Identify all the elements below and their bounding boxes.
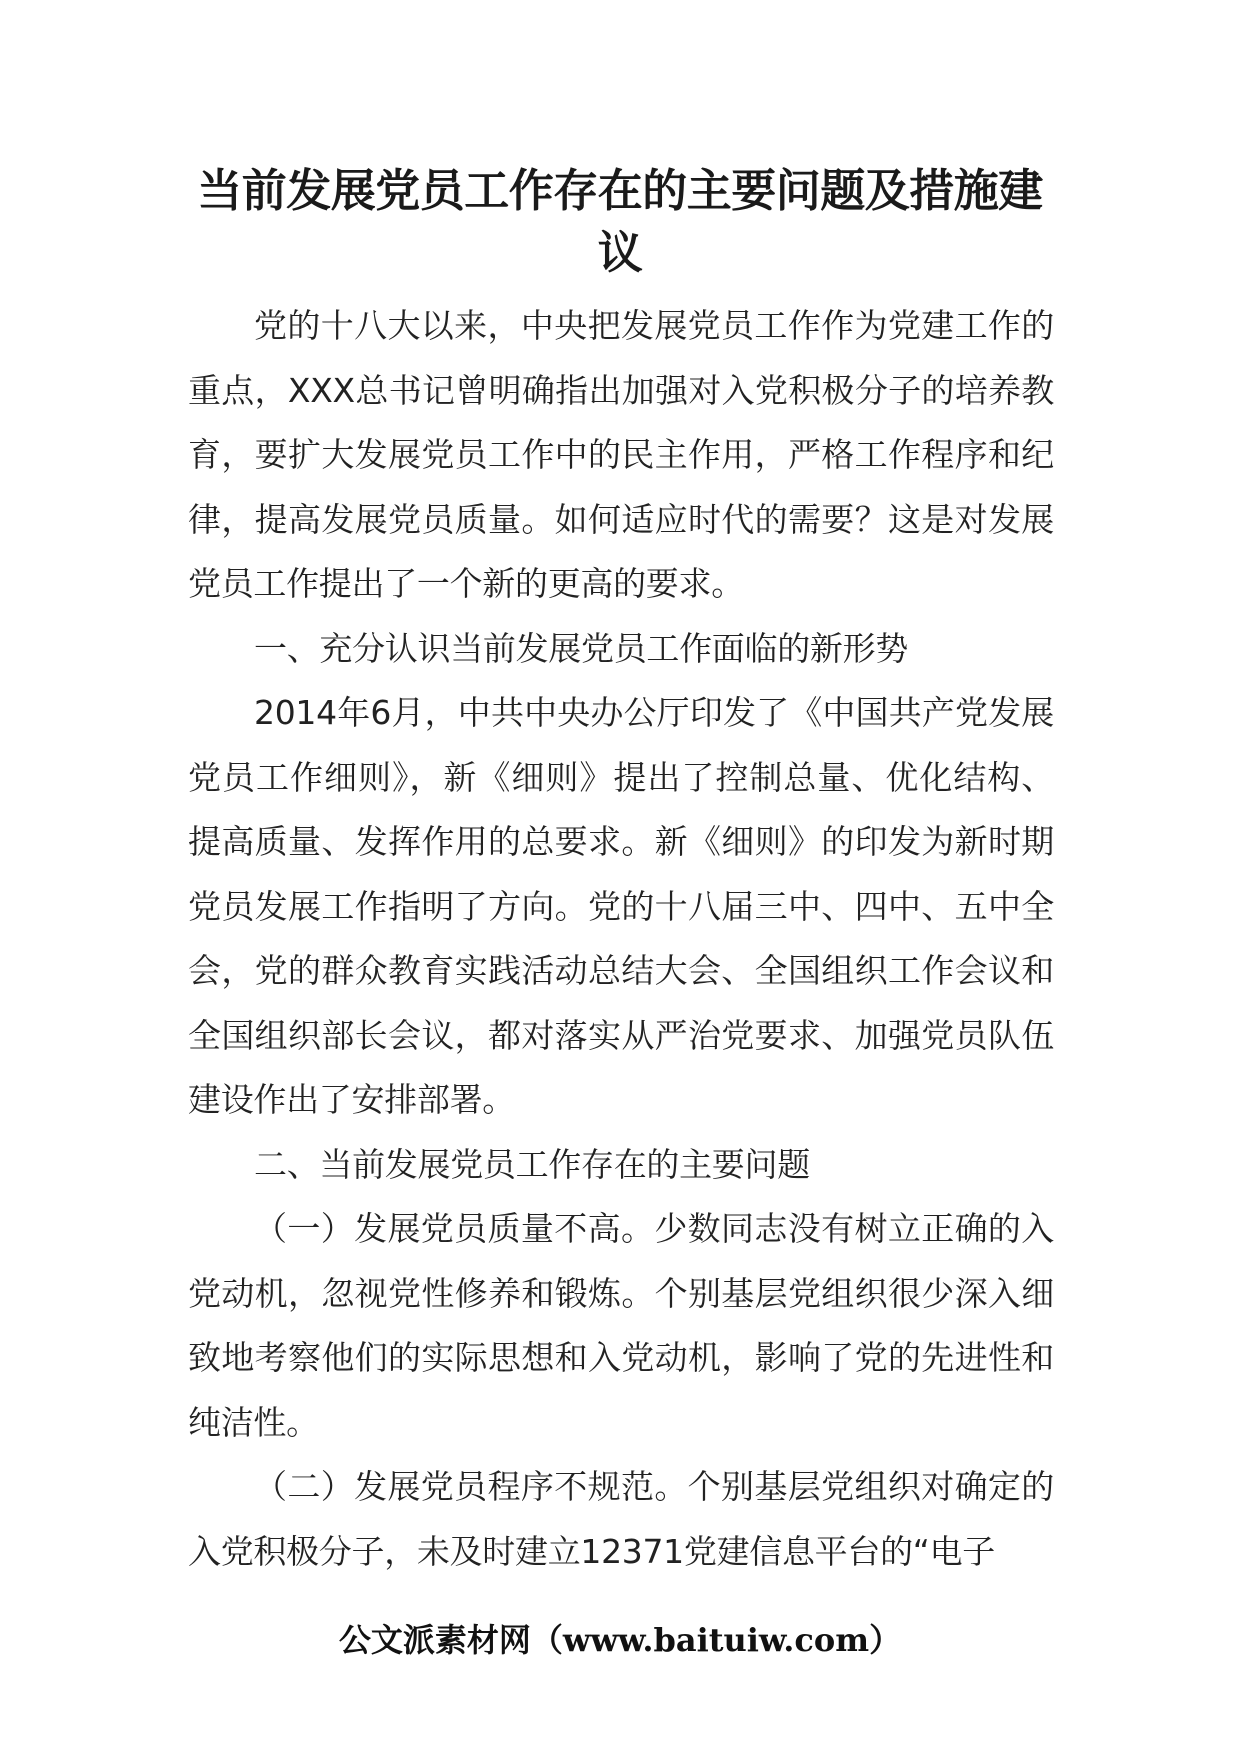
- paragraph-intro: 党的十八大以来，中央把发展党员工作作为党建工作的重点，XXX总书记曾明确指出加强对入党积极分子的培养教育，要扩大发展党员工作中的民主作用，严格工作程序和纪律，提高发展党员质量。如何适应时代的需要？这是对发展党员工作提出了一个新的更高的要求。: [188, 306, 1054, 603]
- section-heading-1: 一、充分认识当前发展党员工作面临的新形势: [254, 628, 909, 668]
- document-title: 当前发展党员工作存在的主要问题及措施建议: [197, 164, 1043, 279]
- document-body: [188, 294, 1054, 1584]
- footer-watermark: 公文派素材网（www.baituiw.com）: [338, 1621, 902, 1659]
- paragraph-new-situation: 2014年6月，中共中央办公厅印发了《中国共产党发展党员工作细则》，新《细则》提出了控制总量、优化结构、提高质量、发挥作用的总要求。新《细则》的印发为新时期党员发展工作指明了方向。党的十八届三中、四中、五中全会，党的群众教育实践活动总结大会、全国组织工作会议和全国组织部长会议，都对落实从严治党要求、加强党员队伍建设作出了安排部署。: [188, 693, 1054, 1119]
- paragraph-problem-2: （二）发展党员程序不规范。个别基层党组织对确定的入党积极分子，未及时建立12371党建信息平台的“电子: [188, 1467, 1054, 1571]
- section-heading-2: 二、当前发展党员工作存在的主要问题: [254, 1144, 810, 1184]
- paragraph-problem-1: （一）发展党员质量不高。少数同志没有树立正确的入党动机，忽视党性修养和锻炼。个别基层党组织很少深入细致地考察他们的实际思想和入党动机，影响了党的先进性和纯洁性。: [188, 1209, 1054, 1442]
